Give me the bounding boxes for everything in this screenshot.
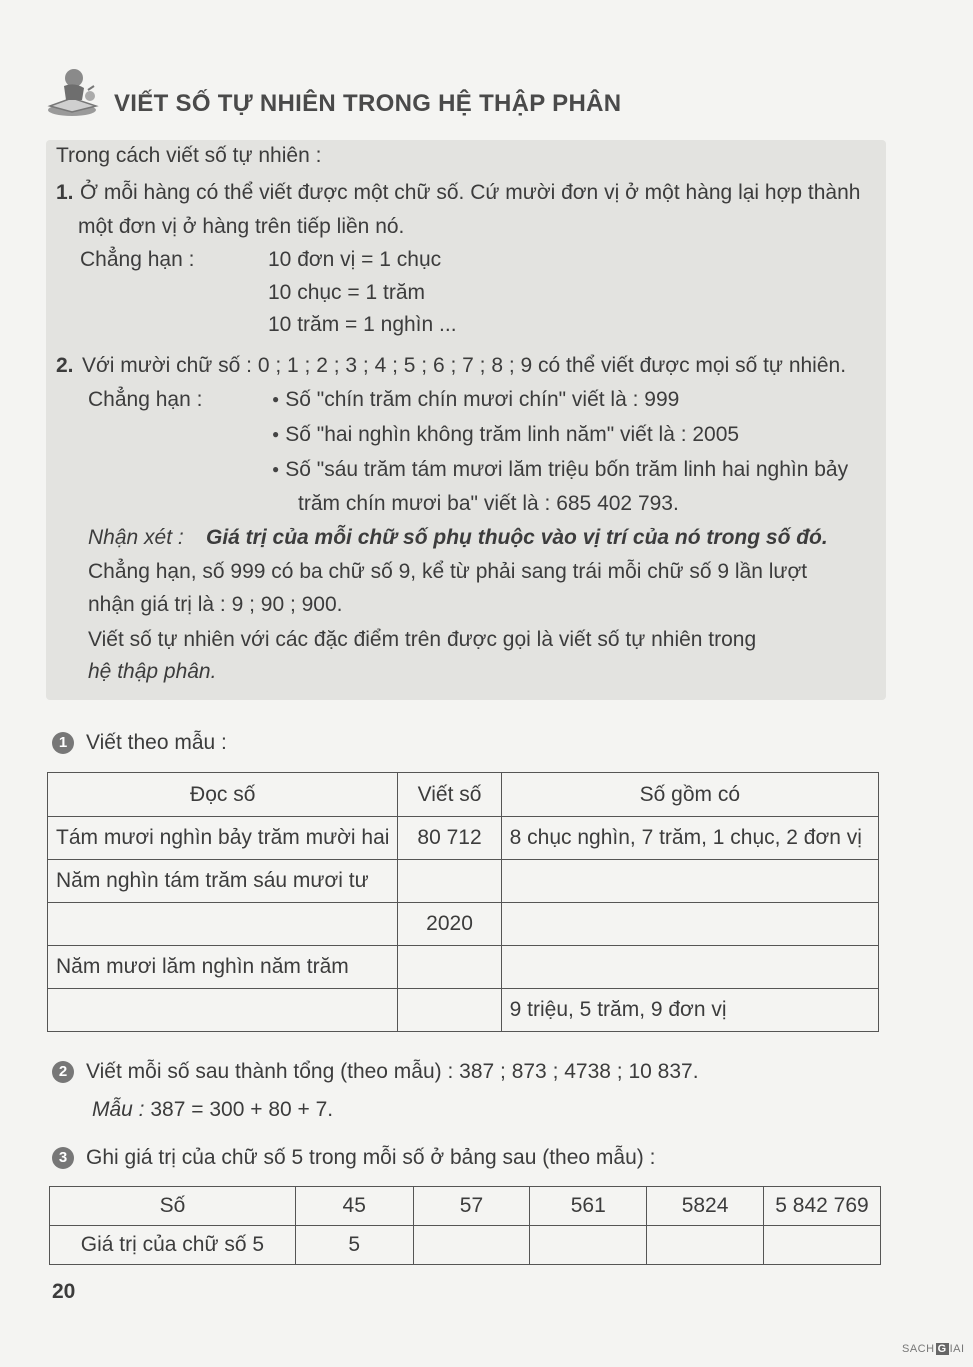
page-number: 20 — [52, 1280, 76, 1303]
watermark-mid: G — [937, 1343, 947, 1355]
header-cell: Viết số — [398, 773, 501, 817]
table-cell: Tám mươi nghìn bảy trăm mười hai — [48, 817, 398, 860]
table-cell: 5824 — [647, 1187, 764, 1226]
remark-line: hệ thập phân. — [88, 660, 217, 683]
page-title: VIẾT SỐ TỰ NHIÊN TRONG HỆ THẬP PHÂN — [114, 90, 622, 117]
remark-line: Chẳng hạn, số 999 có ba chữ số 9, kể từ phải sang trái mỗi chữ số 9 lần lượt — [88, 560, 808, 583]
table-row — [50, 1187, 881, 1226]
reading-child-icon — [42, 62, 106, 118]
table-cell[interactable] — [48, 989, 398, 1032]
point-2-bullet: ● Số "sáu trăm tám mươi lăm triệu bốn trăm linh hai nghìn bảy — [272, 458, 848, 482]
exercise-2-sample — [92, 1098, 333, 1122]
table-row — [48, 860, 879, 903]
table-cell: Năm nghìn tám trăm sáu mươi tư — [48, 860, 398, 903]
table-cell[interactable] — [501, 946, 878, 989]
header-cell: Số gồm có — [501, 773, 878, 817]
point-1-line-2: một đơn vị ở hàng trên tiếp liền nó. — [78, 215, 405, 238]
point-2-bullet: ● Số "chín trăm chín mươi chín" viết là : 999 — [272, 388, 679, 412]
table-row — [50, 1226, 881, 1265]
exercise-1-table — [47, 772, 879, 1032]
remark-line: nhận giá trị là : 9 ; 90 ; 900. — [88, 593, 343, 616]
sample-text: 387 = 300 + 80 + 7. — [150, 1098, 334, 1121]
remark-label: Nhận xét : — [88, 526, 184, 549]
exercise-1-text: Viết theo mẫu : — [86, 731, 227, 754]
table-header-row — [48, 773, 879, 817]
watermark-right: IAI — [949, 1343, 965, 1355]
table-cell[interactable] — [501, 903, 878, 946]
exercise-3-table — [49, 1186, 881, 1265]
point-1-line-1: Ở mỗi hàng có thể viết được một chữ số. Cứ mười đơn vị ở một hàng lại hợp thành — [80, 181, 861, 204]
table-cell: 5 842 769 — [763, 1187, 880, 1226]
point-1-example: 10 trăm = 1 nghìn ... — [268, 313, 457, 336]
table-cell[interactable] — [398, 946, 501, 989]
table-cell: 9 triệu, 5 trăm, 9 đơn vị — [501, 989, 878, 1032]
watermark — [902, 1343, 965, 1355]
table-cell[interactable] — [647, 1226, 764, 1265]
exercise-number-badge: 3 — [52, 1147, 74, 1169]
table-cell[interactable] — [501, 860, 878, 903]
exercise-3-text: Ghi giá trị của chữ số 5 trong mỗi số ở bảng sau (theo mẫu) : — [86, 1146, 656, 1169]
theory-intro: Trong cách viết số tự nhiên : — [56, 144, 322, 167]
table-cell: Giá trị của chữ số 5 — [50, 1226, 296, 1265]
exercise-1-prompt — [52, 731, 227, 755]
table-cell: 80 712 — [398, 817, 501, 860]
table-cell: 2020 — [398, 903, 501, 946]
table-row — [48, 946, 879, 989]
table-cell[interactable] — [530, 1226, 647, 1265]
watermark-left: SACH — [902, 1343, 935, 1355]
point-1-number: 1. — [56, 181, 74, 204]
table-cell[interactable] — [398, 860, 501, 903]
point-2-bullet-continuation: trăm chín mươi ba" viết là : 685 402 793. — [298, 492, 679, 515]
header-cell: Đọc số — [48, 773, 398, 817]
exercise-3-prompt — [52, 1146, 655, 1170]
table-row — [48, 817, 879, 860]
sample-label: Mẫu : — [92, 1098, 145, 1121]
point-1-example: 10 đơn vị = 1 chục — [268, 248, 442, 271]
table-row — [48, 903, 879, 946]
point-1-example-label: Chẳng hạn : — [80, 248, 195, 271]
table-cell[interactable] — [48, 903, 398, 946]
point-2-number: 2. — [56, 354, 74, 377]
point-1-example: 10 chục = 1 trăm — [268, 281, 425, 304]
table-row — [48, 989, 879, 1032]
table-cell: Số — [50, 1187, 296, 1226]
remark-statement: Giá trị của mỗi chữ số phụ thuộc vào vị trí của nó trong số đó. — [206, 526, 828, 549]
table-cell[interactable] — [763, 1226, 880, 1265]
exercise-2-prompt — [52, 1060, 699, 1084]
table-cell: 57 — [413, 1187, 530, 1226]
table-cell: 5 — [295, 1226, 413, 1265]
table-cell: Năm mươi lăm nghìn năm trăm — [48, 946, 398, 989]
point-2-line-1: Với mười chữ số : 0 ; 1 ; 2 ; 3 ; 4 ; 5 ; 6 ; 7 ; 8 ; 9 có thể viết được mọi số tự nhiên. — [82, 354, 847, 377]
exercise-number-badge: 1 — [52, 732, 74, 754]
table-cell: 45 — [295, 1187, 413, 1226]
point-2-bullet: ● Số "hai nghìn không trăm linh năm" viết là : 2005 — [272, 423, 739, 447]
table-cell: 561 — [530, 1187, 647, 1226]
table-cell[interactable] — [413, 1226, 530, 1265]
exercise-number-badge: 2 — [52, 1061, 74, 1083]
exercise-2-text: Viết mỗi số sau thành tổng (theo mẫu) : 387 ; 873 ; 4738 ; 10 837. — [86, 1060, 699, 1083]
point-2-example-label: Chẳng hạn : — [88, 388, 203, 411]
table-cell: 8 chục nghìn, 7 trăm, 1 chục, 2 đơn vị — [501, 817, 878, 860]
table-cell[interactable] — [398, 989, 501, 1032]
remark-line: Viết số tự nhiên với các đặc điểm trên được gọi là viết số tự nhiên trong — [88, 628, 757, 651]
